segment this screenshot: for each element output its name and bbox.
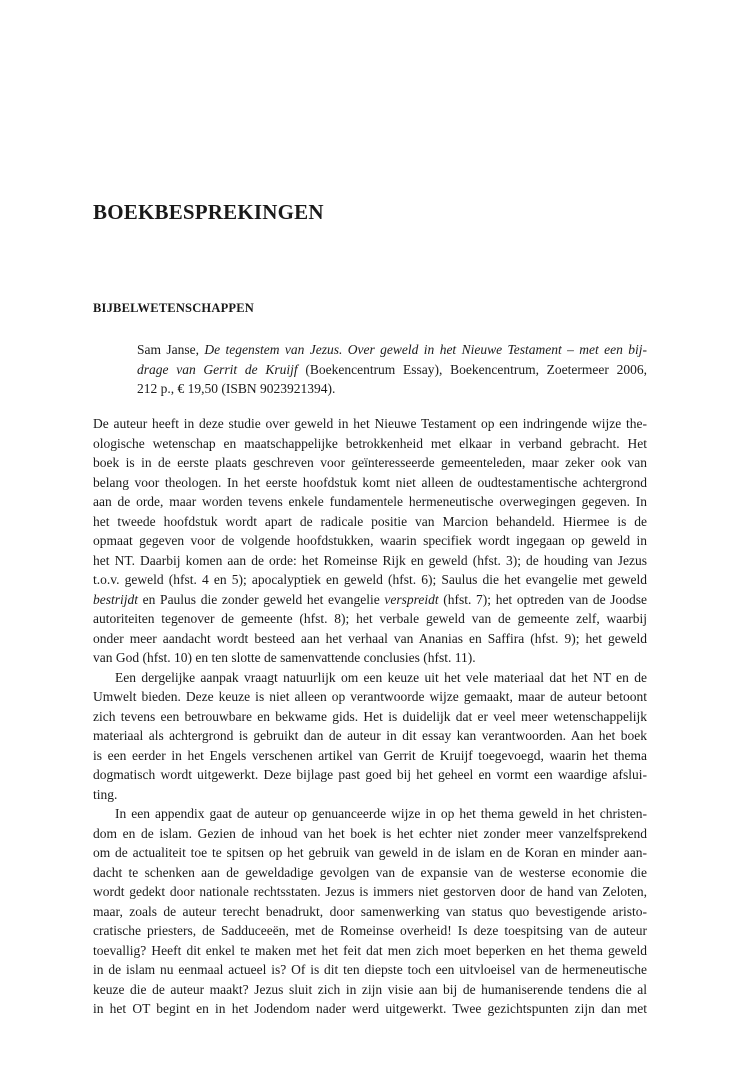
text-line	[93, 980, 647, 1000]
text-run: dacht te schenken aan de geweldadige gevolgen van de expansie van de westerse economie die	[93, 864, 647, 880]
text-run: De auteur heeft in deze studie over geweld in het Nieuwe Testament op een indringende wijze the-	[93, 416, 647, 431]
text-run: cratische priesters, de Sadduceeën, met de Romeinse overheid! Is deze toespitsing van de auteur	[93, 923, 647, 938]
text-run: t.o.v. geweld (hfst. 4 en 5); apocalyptiek en geweld (hfst. 6); Saulus die het evangelie met geweld	[93, 572, 647, 587]
citation-line	[137, 379, 647, 399]
text-run: dom en de islam. Gezien de inhoud van het boek is het echter niet zonder meer vanzelfsprekend	[93, 825, 647, 841]
text-line	[93, 765, 647, 785]
italic-text: bestrijdt	[93, 591, 139, 607]
text-run: dogmatisch wordt uitgewerkt. Deze bijlage past goed bij het geheel en vormt een waardige afslui-	[93, 767, 647, 782]
text-line	[93, 570, 647, 590]
paragraph	[93, 804, 647, 1019]
text-run: onder meer aandacht wordt besteed aan het verhaal van Ananias en Saffira (hfst. 9); het geweld	[93, 630, 647, 646]
text-line	[93, 590, 647, 610]
text-run: (Boekencentrum Essay), Boekencentrum, Zoetermeer 2006,	[297, 361, 647, 377]
text-line	[93, 882, 647, 902]
text-line	[93, 785, 647, 805]
text-line	[93, 687, 647, 707]
text-line	[93, 921, 647, 941]
text-run: boek is in de eerste plaats geschreven voor geïnteresseerde gemeenteleden, maar zeker ook van	[93, 455, 647, 470]
text-line	[93, 746, 647, 766]
text-line	[93, 707, 647, 727]
text-line	[93, 726, 647, 746]
text-line	[93, 531, 647, 551]
text-line	[93, 999, 647, 1019]
paragraph	[93, 414, 647, 668]
text-run: wordt gedekt door nationale rechtsstaten. Jezus is immers niet gestorven door de hand van Zeloten,	[93, 884, 647, 899]
italic-text: verspreidt	[384, 591, 439, 607]
text-line	[93, 434, 647, 454]
text-run: (hfst. 7); het optreden van de Joodse	[438, 591, 647, 607]
text-line	[93, 512, 647, 532]
citation-line	[137, 360, 647, 380]
text-run: Umwelt bieden. Deze keuze is niet alleen op verantwoorde wijze gemaakt, maar de auteur betoont	[93, 689, 647, 704]
text-run: In een appendix gaat de auteur op genuanceerde wijze in op het thema geweld in het christen-	[115, 806, 647, 821]
text-line	[93, 492, 647, 512]
section-title: BIJBELWETENSCHAPPEN	[93, 301, 255, 315]
text-line	[93, 629, 647, 649]
text-line	[93, 453, 647, 473]
text-line	[93, 863, 647, 883]
text-line	[93, 960, 647, 980]
italic-text: drage van Gerrit de Kruijf	[137, 361, 298, 377]
text-run: materiaal als achtergrond is gebruikt dan de auteur in dit essay kan verantwoorden. Aan het boek	[93, 728, 647, 743]
text-run: het tweede hoofdstuk wordt apart de radicale positie van Marcion behandeld. Hiermee is de	[93, 513, 647, 529]
text-run: in de islam nu eenmaal actueel is? Of is dit ten diepste toch een uitvloeisel van de hermeneutische	[93, 962, 647, 977]
text-line	[93, 414, 647, 434]
text-run: en Paulus die zonder geweld het evangelie	[138, 591, 385, 607]
text-run: autoriteiten tegenover de gemeente (hfst. 8); het verbale geweld van de gemeente zelf, waarbij	[93, 611, 647, 626]
italic-text: De tegenstem van Jezus. Over geweld in het Nieuwe Testament – met een bij-	[204, 342, 647, 357]
paragraph	[93, 668, 647, 805]
text-run: toevallig? Heeft dit enkel te maken met het feit dat men zich moet beperken en het thema geweld	[93, 942, 647, 958]
text-line	[93, 551, 647, 571]
text-run: maar, zoals de auteur terecht benadrukt, door samenwerking van status quo bevestigende aristo-	[93, 903, 647, 919]
text-run: keuze die de auteur maakt? Jezus sluit zich in zijn visie aan bij de humaniserende tendens die al	[93, 981, 647, 997]
text-line	[93, 902, 647, 922]
text-run: in het OT begint en in het Jodendom nader werd uitgewerkt. Twee gezichtspunten zijn dan met	[93, 1001, 647, 1016]
text-run: 212 p., € 19,50 (ISBN 9023921394).	[137, 381, 336, 396]
book-citation	[137, 340, 647, 399]
text-run: Een dergelijke aanpak vraagt natuurlijk om een keuze uit het vele materiaal dat het NT en de	[115, 669, 647, 685]
page-title: BOEKBESPREKINGEN	[93, 200, 324, 224]
text-run: is een eerder in het Engels verschenen artikel van Gerrit de Kruijf toegevoegd, waarin het thema	[93, 747, 647, 763]
text-run: Sam Janse,	[137, 342, 205, 357]
text-run: ting.	[93, 786, 118, 802]
text-line	[93, 609, 647, 629]
review-body	[93, 414, 647, 1019]
citation-line	[137, 340, 647, 360]
text-line	[93, 473, 647, 493]
text-line	[93, 843, 647, 863]
text-run: van God (hfst. 10) en ten slotte de samenvattende conclusies (hfst. 11).	[93, 650, 476, 665]
text-line	[93, 941, 647, 961]
text-run: zich tevens een betrouwbare en bekwame gids. Het is duidelijk dat er veel meer wetenschappelijk	[93, 708, 647, 724]
text-run: opmaat gegeven voor de volgende hoofdstukken, waarin specifiek wordt ingegaan op geweld in	[93, 533, 647, 548]
text-line	[93, 668, 647, 688]
text-run: om de actualiteit toe te spitsen op het gebruik van geweld in de islam en de Koran en minder aan-	[93, 845, 647, 860]
text-line	[93, 804, 647, 824]
text-run: ologische wetenschap en maatschappelijke betrokkenheid met elkaar in verband gebracht. Het	[93, 435, 647, 451]
text-run: belang voor theologen. In het eerste hoofdstuk komt niet alleen de oudtestamentische achtergrond	[93, 474, 647, 490]
text-line	[93, 648, 647, 668]
text-run: het NT. Daarbij komen aan de orde: het Romeinse Rijk en geweld (hfst. 3); de houding van Jezus	[93, 552, 647, 568]
text-run: aan de orde, maar worden tevens enkele fundamentele hermeneutische overwegingen gegeven. In	[93, 494, 647, 509]
text-line	[93, 824, 647, 844]
